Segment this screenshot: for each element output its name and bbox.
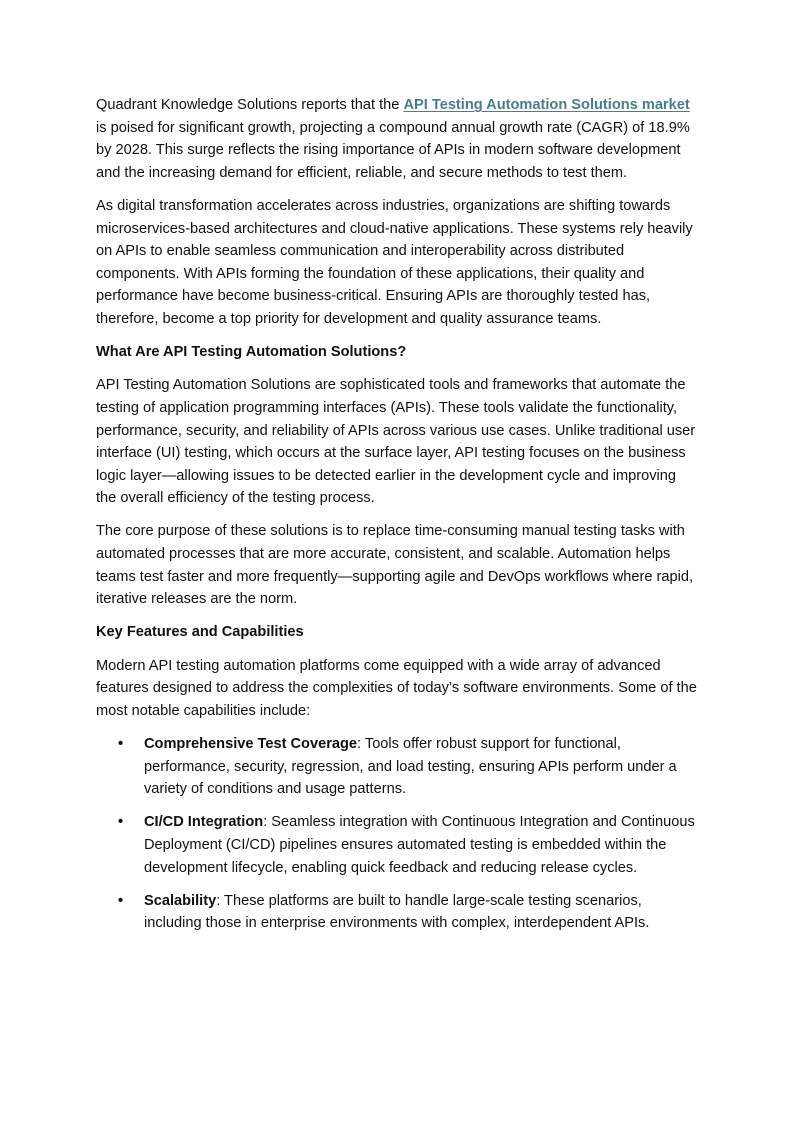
feature-term: CI/CD Integration [144, 814, 264, 831]
section-heading-what-are: What Are API Testing Automation Solutions? [96, 344, 407, 361]
market-report-link[interactable]: API Testing Automation Solutions market [403, 97, 690, 113]
core-purpose-paragraph: The core purpose of these solutions is to replace time-consuming manual testing tasks with automated processes that are more accurate, consistent, and scalable. Automation helps teams test faster and more frequently—supporting agile and DevOps workflows where rapid, iterative releases are the norm. [96, 523, 694, 608]
feature-term: Scalability [144, 892, 217, 909]
section-heading-key-features: Key Features and Capabilities [96, 624, 304, 641]
feature-description: : Tools offer robust support for functional, performance, security, regression, and load testing, ensuring APIs perform under a variety of conditions and usage patterns. [144, 736, 677, 798]
intro-paragraph [96, 94, 700, 184]
document-body [96, 94, 700, 946]
digital-transformation-paragraph: As digital transformation accelerates across industries, organizations are shifting towards microservices-based architectures and cloud-native applications. These systems rely heavily on APIs to enable seamless communication and interoperability across distributed components. With APIs forming the foundation of these applications, their quality and performance have become business-critical. Ensuring APIs are thoroughly tested has, therefore, become a top priority for development and quality assurance teams. [96, 197, 693, 327]
feature-term: Comprehensive Test Coverage [144, 736, 358, 752]
feature-description: : These platforms are built to handle large-scale testing scenarios, including those in enterprise environments with complex, interdependent APIs. [144, 892, 650, 932]
bullet-icon: • [118, 892, 124, 909]
feature-description: : Seamless integration with Continuous Integration and Continuous Deployment (CI/CD) pipelines ensures automated testing is embedded within the development lifecycle, enabling quick feedback and reducing release cycles. [144, 814, 695, 876]
list-item [96, 811, 700, 879]
features-list [96, 733, 700, 935]
definition-paragraph: API Testing Automation Solutions are sophisticated tools and frameworks that automate the testing of application programming interfaces (APIs). These tools validate the functionality, performance, security, and reliability of APIs across various use cases. Unlike traditional user interface (UI) testing, which occurs at the surface layer, API testing focuses on the business logic layer—allowing issues to be detected earlier in the development cycle and improving the overall efficiency of the testing process. [96, 377, 696, 507]
list-item [96, 733, 700, 801]
list-item [96, 890, 700, 935]
bullet-icon: • [118, 736, 124, 752]
features-intro-paragraph: Modern API testing automation platforms come equipped with a wide array of advanced features designed to address the complexities of today’s software environments. Some of the most notable capabilities include: [96, 657, 697, 719]
intro-text-before-link: Quadrant Knowledge Solutions reports that the [96, 97, 404, 113]
bullet-icon: • [118, 814, 124, 831]
intro-text-after-link: is poised for significant growth, projecting a compound annual growth rate (CAGR) of 18.9% by 2028. This surge reflects the rising importance of APIs in modern software development and the increasing demand for efficient, reliable, and secure methods to test them. [96, 119, 690, 181]
